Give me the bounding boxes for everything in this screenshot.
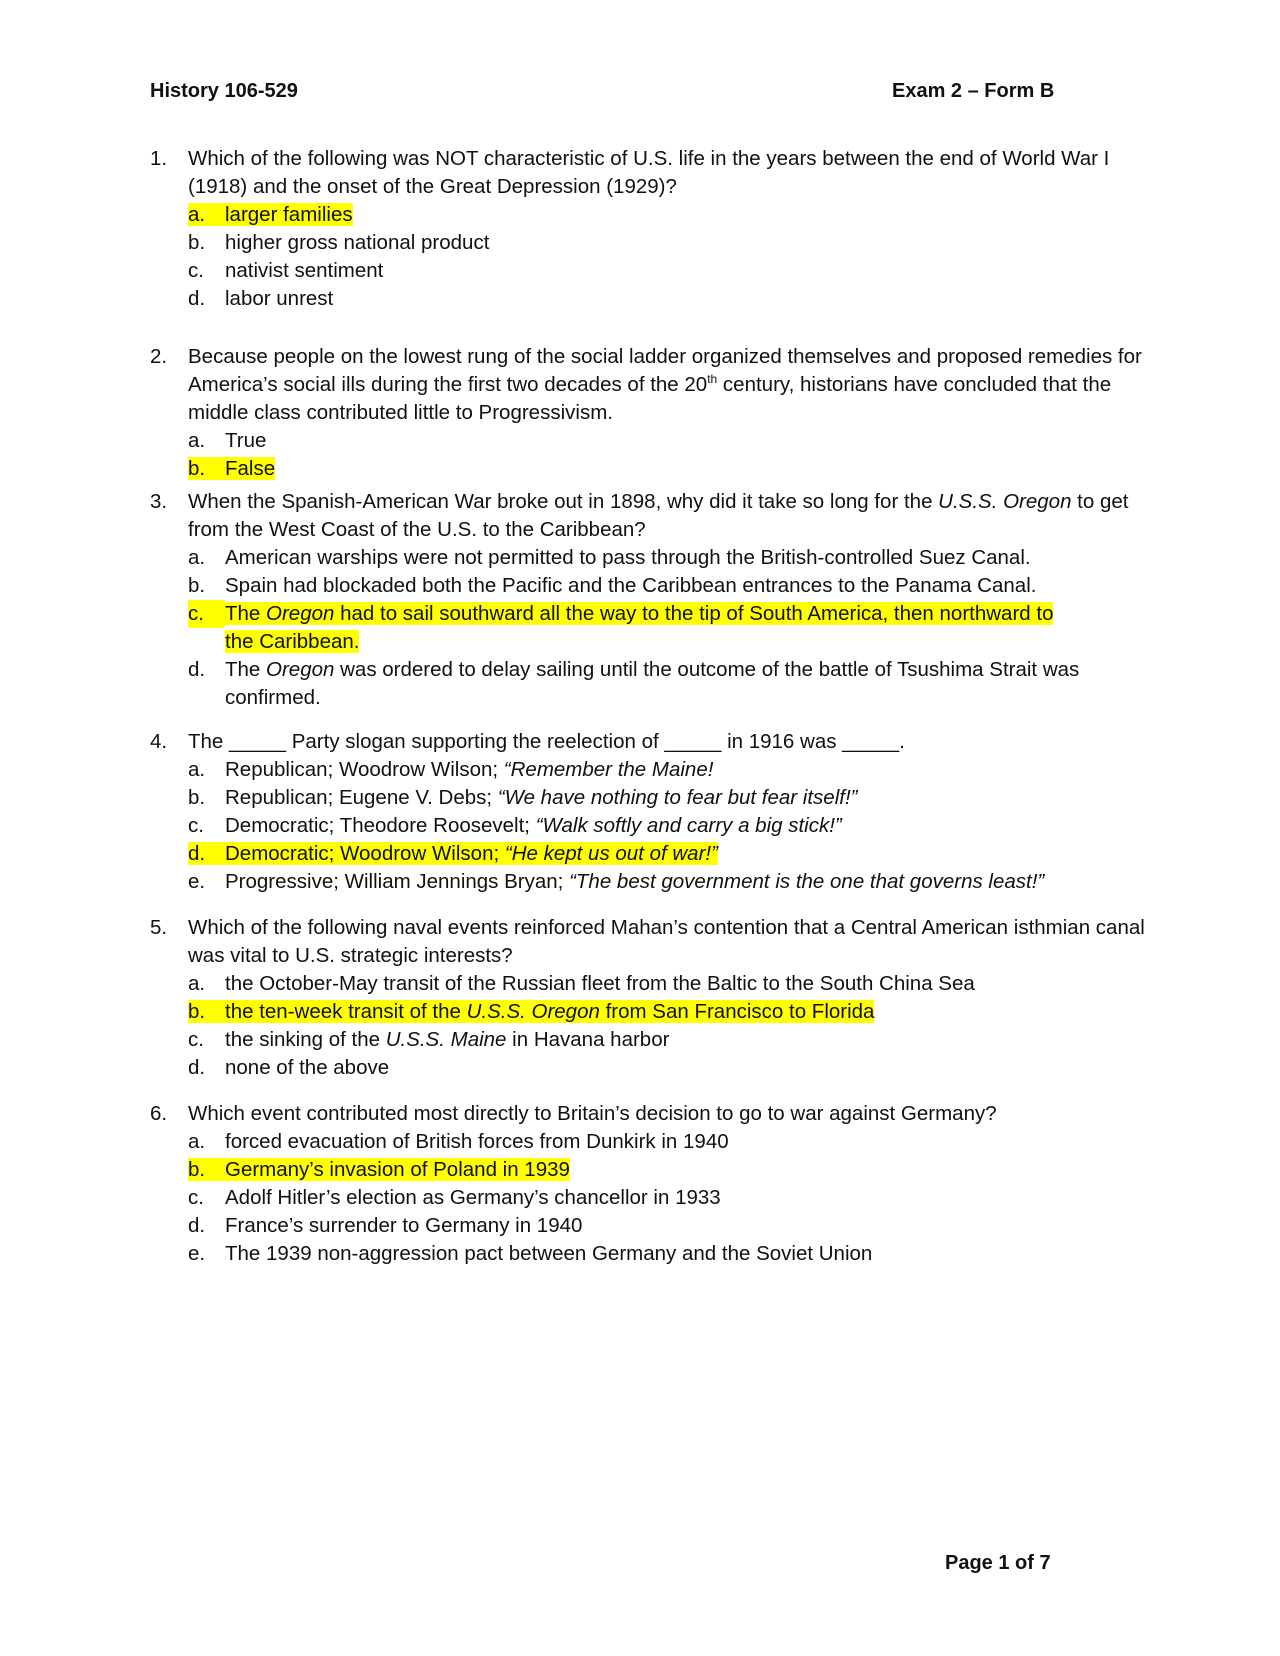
page-number: Page 1 of 7 xyxy=(945,1552,1051,1574)
option-letter: b. xyxy=(188,1000,206,1023)
option-letter: a. xyxy=(188,203,206,226)
answer-option-c xyxy=(188,1184,1150,1212)
option-text-pre: The xyxy=(225,602,267,625)
option-text: Republican; Eugene V. Debs; xyxy=(225,786,498,809)
option-letter: c. xyxy=(188,259,204,282)
question-stem xyxy=(150,145,1150,201)
answer-option-c xyxy=(188,812,1150,840)
option-text xyxy=(225,602,1053,653)
question-text-cont: to get from the West Coast of the U.S. to the Caribbean? xyxy=(188,490,1129,541)
answer-option-a xyxy=(188,970,1150,998)
option-text: higher gross national product xyxy=(225,231,490,254)
question-text: Because people on the lowest rung of the social ladder organized themselves and proposed remedies for America’s social ills during the first two decades of the 20 xyxy=(188,345,1142,396)
option-letter: c. xyxy=(188,600,225,628)
slogan: “We have nothing to fear but fear itself!” xyxy=(497,786,858,809)
option-letter: a. xyxy=(188,546,206,569)
option-text: labor unrest xyxy=(225,287,334,310)
question-text: Which event contributed most directly to Britain’s decision to go to war against Germany? xyxy=(188,1102,997,1125)
option-text: none of the above xyxy=(225,1056,390,1079)
highlighted-answer xyxy=(188,1000,874,1023)
option-letter: d. xyxy=(188,1214,206,1237)
question-6 xyxy=(150,1100,1150,1268)
answer-option-b xyxy=(188,998,1150,1026)
answer-option-d xyxy=(188,656,1150,712)
slogan: “Remember the Maine! xyxy=(503,758,714,781)
question-stem xyxy=(150,1100,1150,1128)
option-text: False xyxy=(225,457,276,480)
option-text: American warships were not permitted to pass through the British-controlled Suez Canal. xyxy=(225,546,1031,569)
question-stem xyxy=(150,488,1150,544)
answer-option-b xyxy=(188,455,1150,483)
option-text: Germany’s invasion of Poland in 1939 xyxy=(225,1158,570,1181)
ship-name: Oregon xyxy=(266,658,335,681)
answer-option-c xyxy=(188,257,1150,285)
option-letter: d. xyxy=(188,658,206,681)
option-letter: a. xyxy=(188,1130,206,1153)
answer-option-c xyxy=(188,1026,1150,1054)
answer-option-d xyxy=(188,840,1150,868)
option-letter: e. xyxy=(188,1242,206,1265)
ordinal-suffix: th xyxy=(707,372,718,387)
option-letter: b. xyxy=(188,1158,206,1181)
option-text: nativist sentiment xyxy=(225,259,384,282)
option-text xyxy=(225,658,1079,709)
option-letter: d. xyxy=(188,842,206,865)
option-text-post: in Havana harbor xyxy=(506,1028,670,1051)
highlighted-answer xyxy=(188,842,718,865)
highlighted-answer xyxy=(150,600,1150,656)
option-text: France’s surrender to Germany in 1940 xyxy=(225,1214,583,1237)
question-stem xyxy=(150,343,1150,427)
ship-name: Oregon xyxy=(266,602,335,625)
answer-option-e xyxy=(188,1240,1150,1268)
question-2 xyxy=(150,343,1150,483)
indent-spacer xyxy=(150,600,188,656)
option-letter: b. xyxy=(188,457,206,480)
option-letter: c. xyxy=(188,814,204,837)
question-number: 6. xyxy=(150,1102,168,1125)
option-letter: a. xyxy=(188,429,206,452)
question-number: 3. xyxy=(150,490,168,513)
option-text-post: was ordered to delay sailing until the outcome of the battle of Tsushima Strait was confirmed. xyxy=(225,658,1080,709)
question-number: 1. xyxy=(150,147,168,170)
question-number: 4. xyxy=(150,730,168,753)
question-text: When the Spanish-American War broke out in 1898, why did it take so long for the xyxy=(188,490,939,513)
answer-option-a xyxy=(188,544,1150,572)
ship-name: U.S.S. Maine xyxy=(385,1028,507,1051)
option-text-post: from San Francisco to Florida xyxy=(599,1000,875,1023)
option-text: Adolf Hitler’s election as Germany’s chancellor in 1933 xyxy=(225,1186,721,1209)
option-text-pre: the ten-week transit of the xyxy=(225,1000,467,1023)
highlighted-answer xyxy=(188,203,353,226)
slogan: “The best government is the one that governs least!” xyxy=(569,870,1045,893)
option-text: the October-May transit of the Russian fleet from the Baltic to the South China Sea xyxy=(225,972,975,995)
answer-option-b xyxy=(188,229,1150,257)
question-4 xyxy=(150,728,1150,896)
question-5 xyxy=(150,914,1150,1082)
highlighted-answer xyxy=(188,1158,570,1181)
option-letter: c. xyxy=(188,1186,204,1209)
option-text-post: had to sail southward all the way to the tip of South America, then northward to the Caribbean. xyxy=(225,602,1054,653)
option-text: Republican; Woodrow Wilson; xyxy=(225,758,504,781)
option-letter: a. xyxy=(188,972,206,995)
answer-option-b xyxy=(188,784,1150,812)
answer-option-a xyxy=(188,427,1150,455)
option-text: forced evacuation of British forces from Dunkirk in 1940 xyxy=(225,1130,729,1153)
question-text: Which of the following was NOT characteristic of U.S. life in the years between the end of World War I (1918) and the onset of the Great Depression (1929)? xyxy=(188,147,1110,198)
question-number: 2. xyxy=(150,345,168,368)
answer-option-e xyxy=(188,868,1150,896)
ship-name: U.S.S. Oregon xyxy=(938,490,1072,513)
option-text-wrap xyxy=(225,600,1085,656)
answer-option-a xyxy=(188,756,1150,784)
option-letter: d. xyxy=(188,1056,206,1079)
highlighted-answer xyxy=(188,457,275,480)
option-letter: b. xyxy=(188,231,206,254)
option-text-pre: the sinking of the xyxy=(225,1028,386,1051)
option-text: Spain had blockaded both the Pacific and the Caribbean entrances to the Panama Canal. xyxy=(225,574,1037,597)
option-letter: b. xyxy=(188,786,206,809)
answer-option-d xyxy=(188,285,1150,313)
answer-option-a xyxy=(188,1128,1150,1156)
option-letter: a. xyxy=(188,758,206,781)
option-text: The 1939 non-aggression pact between Germany and the Soviet Union xyxy=(225,1242,873,1265)
course-title: History 106-529 xyxy=(150,80,298,102)
answer-option-a xyxy=(188,201,1150,229)
option-text: larger families xyxy=(225,203,353,226)
question-stem xyxy=(150,914,1150,970)
question-text-cont: century, historians have concluded that the middle class contributed little to Progressivism. xyxy=(188,373,1112,424)
answer-option-b xyxy=(188,1156,1150,1184)
option-letter: c. xyxy=(188,1028,204,1051)
question-text: Which of the following naval events reinforced Mahan’s contention that a Central American isthmian canal was vital to U.S. strategic interests? xyxy=(188,916,1145,967)
option-letter: b. xyxy=(188,574,206,597)
answer-option-c xyxy=(150,600,1150,656)
answer-option-d xyxy=(188,1054,1150,1082)
slogan: “He kept us out of war!” xyxy=(504,842,718,865)
option-letter: d. xyxy=(188,287,206,310)
exam-title: Exam 2 – Form B xyxy=(892,80,1055,102)
question-1 xyxy=(150,145,1150,313)
option-text: Democratic; Theodore Roosevelt; xyxy=(225,814,536,837)
option-text: True xyxy=(225,429,267,452)
question-number: 5. xyxy=(150,916,168,939)
question-stem xyxy=(150,728,1150,756)
option-text: Democratic; Woodrow Wilson; xyxy=(225,842,505,865)
ship-name: U.S.S. Oregon xyxy=(466,1000,600,1023)
option-text-pre: The xyxy=(225,658,267,681)
answer-option-d xyxy=(188,1212,1150,1240)
option-letter: e. xyxy=(188,870,206,893)
option-text: Progressive; William Jennings Bryan; xyxy=(225,870,570,893)
question-text: The _____ Party slogan supporting the reelection of _____ in 1916 was _____. xyxy=(188,730,905,753)
slogan: “Walk softly and carry a big stick!” xyxy=(535,814,842,837)
answer-option-b xyxy=(188,572,1150,600)
question-3 xyxy=(150,488,1150,712)
